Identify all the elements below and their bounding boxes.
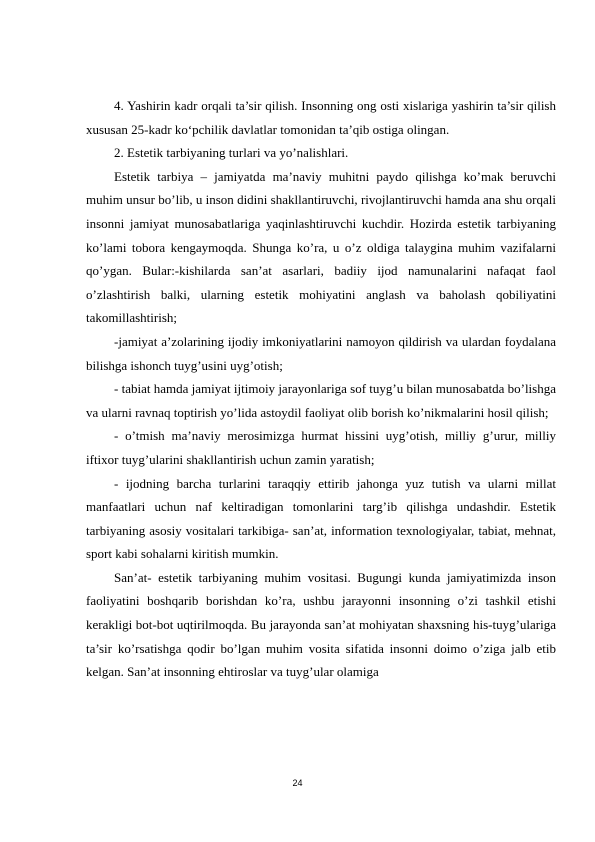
paragraph-section-heading: 2. Estetik tarbiyaning turlari va yo’nalishlari. bbox=[114, 145, 349, 161]
paragraph-heritage: - o’tmish ma’naviy merosimizga hurmat hissini uyg’otish, milliy g’urur, milliy iftixor tuyg’ularini shakllantirish uchun zamin yaratish; bbox=[86, 428, 556, 467]
paragraph-aesthetic-education: Estetik tarbiya – jamiyatda ma’naviy muhitni paydo qilishga ko’mak beruvchi muhim unsur bo’lib, u inson didini shakllantiruvchi, rivojlantiruvchi hamda ana shu orqali insonni jamiyat munosabatlariga yaqinlashtiruvchi kuchdir. Hozirda estetik tarbiyaning ko’lami tobora kengaymoqda. Shunga ko’ra, u o’z oldiga talaygina muhim vazifalarni qo’ygan. Bular:-kishilarda san’at asarlari, badiiy ijod namunalarini nafaqat faol o’zlashtirish balki, ularning estetik mohiyatini anglash va baholash qobiliyatini takomillashtirish; bbox=[86, 168, 556, 326]
paragraph-art: San’at- estetik tarbiyaning muhim vositasi. Bugungi kunda jamiyatimizda inson faoliyatini boshqarib borishdan ko’ra, ushbu jarayonni insonning o’zi tashkil etishi kerakligi bot-bot uqtirilmoqda. Bu jarayonda san’at mohiyatan shaxsning his-tuyg’ulariga ta’sir ko’rsatishga qodir bo’lgan muhim vosita sifatida insonni doimo o’ziga jalb etib kelgan. San’at insonning ehtiroslar va tuyg’ular olamiga bbox=[86, 569, 556, 680]
paragraph-hidden-frame: 4. Yashirin kadr orqali ta’sir qilish. Insonning ong osti xislariga yashirin ta’sir qilish xususan 25-kadr ko‘pchilik davlatlar tomonidan ta’qib ostiga olingan. bbox=[86, 98, 556, 137]
paragraph-creative-abilities: -jamiyat a’zolarining ijodiy imkoniyatlarini namoyon qildirish va ulardan foydalana bilishga ishonch tuyg’usini uyg’otish; bbox=[86, 333, 556, 373]
paragraph-nature-society: - tabiat hamda jamiyat ijtimoiy jarayonlariga sof tuyg’u bilan munosabatda bo’lishga va ularni ravnaq toptirish yo’lida astoydil faoliyat olib borish ko’nikmalarini hosil qilish; bbox=[86, 381, 556, 420]
page-number: 24 bbox=[292, 778, 303, 788]
body-text bbox=[86, 94, 556, 684]
paragraph-creativity-types: - ijodning barcha turlarini taraqqiy ettirib jahonga yuz tutish va ularni millat manfaatlari uchun naf keltiradigan tomonlarini targ’ib qilishga undashdir. Estetik tarbiyaning asosiy vositalari tarkibiga- san’at, information texnologiyalar, tabiat, mehnat, sport kabi sohalarni kiritish mumkin. bbox=[86, 475, 556, 562]
